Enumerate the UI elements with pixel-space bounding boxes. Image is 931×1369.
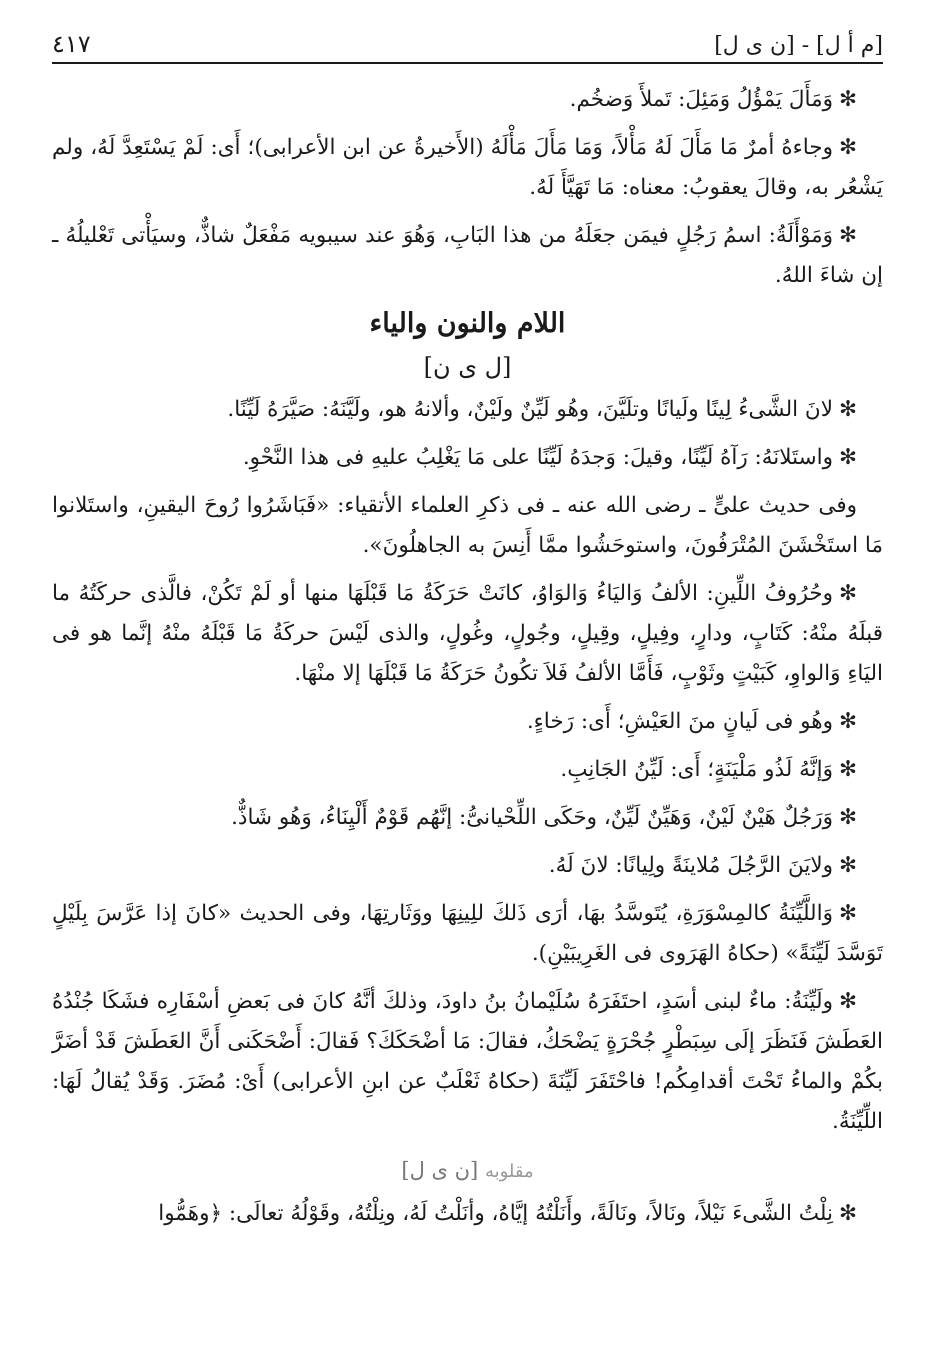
entry-text: واستَلانَهُ: رَآهُ لَيِّنًا، وقيلَ: وَجدَهُ لَيِّنًا على مَا يَغْلِبُ عليهِ فى هذا النَّحْوِ.	[242, 445, 833, 470]
star-icon: ✻	[838, 989, 857, 1014]
star-icon: ✻	[838, 581, 857, 606]
entry-paragraph	[52, 798, 883, 838]
root-heading-reversed	[52, 1152, 883, 1190]
entries-lyn	[52, 390, 883, 1142]
entries-nyl	[52, 1194, 883, 1234]
root-range-header: [م أ ل] - [ن ى ل]	[714, 33, 883, 58]
entry-text: وَمَوْأَلَةُ: اسمُ رَجُلٍ فيمَن جعَلَهُ من هذا البَابِ، وَهُوَ عند سيبويه مَفْعَلٌ شاذٌّ، وسيَأْتى تَعْليلُهُ ـ إن شاءَ اللهُ.	[52, 223, 883, 288]
root-heading: [ل ى ن]	[423, 353, 512, 381]
entry-text: وَإنَّهُ لَذُو مَلْيَنَةٍ؛ أَى: لَيِّنُ الجَانِبِ.	[560, 757, 833, 782]
entry-paragraph	[52, 1194, 883, 1234]
star-icon: ✻	[838, 805, 857, 830]
entry-text: وحُرُوفُ اللِّينِ: الألفُ وَاليَاءُ وَالوَاوُ، كانَتْ حَرَكَةُ مَا قَبْلَهَا منها أو لَمْ تَكُنْ، فالَّذى حركَتُهُ ما قبلَهُ منْهُ: كَتَابٍ، ودارٍ، وفِيلٍ، وقِيلٍ، وجُولٍ، وغُولٍ، والذى لَيْسَ حركَةُ مَا قَبْلَهُ منْهُ إنَّما هو فى اليَاءِ وَالواوِ، كَبَيْتٍ وثَوْبٍ، فَأَمَّا الألفُ فَلاَ تكُونُ حَرَكَةُ مَا قَبْلَهَا إلا منْهَا.	[52, 581, 883, 686]
star-icon: ✻	[838, 445, 857, 470]
star-icon: ✻	[838, 709, 857, 734]
star-icon: ✻	[838, 757, 857, 782]
page-header	[52, 30, 883, 58]
entry-text: وَرَجُلٌ هَيْنٌ لَيْنٌ، وَهَيِّنٌ لَيِّنٌ، وحَكَى اللِّحْيانىُّ: إنَّهُم قَوْمٌ أَلْيِنَاءُ، وَهُو شَاذٌّ.	[231, 805, 833, 830]
header-rule	[52, 62, 883, 64]
entry-paragraph	[52, 574, 883, 694]
entry-paragraph	[52, 486, 883, 566]
star-icon: ✻	[838, 397, 857, 422]
section-title: اللام والنون والياء	[369, 308, 566, 339]
entry-paragraph	[52, 128, 883, 208]
entry-text: ولايَنَ الرَّجُلَ مُلاينَةً ولِيانًا: لانَ لَهُ.	[548, 853, 833, 878]
entry-paragraph	[52, 894, 883, 974]
star-icon: ✻	[838, 1201, 857, 1226]
entry-paragraph	[52, 216, 883, 296]
entry-text: ولَيِّنَةُ: ماءٌ لبنى أسَدٍ، احتَفَرَهُ سُلَيْمانُ بنُ داودَ، وذلكَ أنَّهُ كانَ فى بَعضِ أسْفَارِه فشَكَا جُنْدُهُ العَطَشَ فَنَظَرَ إلَى سِبَطْرٍ جُحْرَةٍ يَضْحَكُ، فقالَ: مَا أضْحَكَكَ؟ فَقالَ: أَضْحَكَنى أَنَّ العَطَشَ قَدْ أضَرَّ بكُمْ والماءُ تَحْتَ أقدامِكُم! فاحْتَفَرَ لَيِّنَةَ (حكاهُ ثَعْلَبٌ عن ابنِ الأعرابى) أَىْ: مُضَرَ. وَقَدْ يُقالُ لَهَا: اللِّيِّنَةُ.	[52, 989, 883, 1134]
entry-text: وفى حديث علىٍّ ـ رضى الله عنه ـ فى ذكرِ العلماء الأتقياء: «فَبَاشَرُوا رُوحَ اليقينِ، واستَلانوا مَا استَخْشَنَ المُتْرَفُونَ، واستوحَشُوا ممَّا أَنِسَ به الجاهلُونَ».	[52, 493, 883, 558]
reversed-root: [ن ى ل]	[401, 1158, 479, 1182]
star-icon: ✻	[838, 901, 857, 926]
entry-paragraph	[52, 702, 883, 742]
entry-text: وهُو فى لَيانٍ منَ العَيْشِ؛ أَى: رَخاءٍ.	[526, 709, 833, 734]
star-icon: ✻	[838, 135, 857, 160]
entry-text: نِلْتُ الشَّىءَ نَيْلاً، ونَالاً، ونَالَةً، وأَنَلْتُهُ إيَّاهُ، وأنَلْتُ لَهُ، ونِلْتُهُ، وقَوْلُهُ تعالَى: ﴿وهَمُّوا	[158, 1201, 833, 1226]
star-icon: ✻	[838, 87, 857, 112]
entry-paragraph	[52, 846, 883, 886]
star-icon: ✻	[838, 853, 857, 878]
entry-text: لانَ الشَّىءُ لِينًا ولَيانًا وتلَيَّنَ، وهُو لَيِّنٌ ولَيْنٌ، وألانهُ هو، ولَيَّنَهُ: صَيَّرَهُ لَيِّنًا.	[227, 397, 833, 422]
entry-text: وجاءهُ أمرٌ مَا مَأَلَ لَهُ مَأْلاً، وَمَا مَأَلَ مَأْلَهُ (الأَخيرةُ عن ابن الأعرابى)؛ أَى: لَمْ يَسْتَعِدَّ لَهُ، ولم يَشْعُر به، وقالَ يعقوبُ: معناه: مَا تَهَيَّأَ لَهُ.	[52, 135, 883, 200]
entry-paragraph	[52, 390, 883, 430]
entry-paragraph	[52, 982, 883, 1142]
entry-paragraph	[52, 750, 883, 790]
reversed-label: مقلوبه	[484, 1161, 534, 1182]
entry-text: وَمَأَلَ يَمْؤُلُ وَمَئِلَ: تَملأَ وَضخُم.	[569, 87, 833, 112]
star-icon: ✻	[838, 223, 857, 248]
page-number: ٤١٧	[52, 30, 91, 58]
entry-text: وَاللَّيِّنَةُ كالمِسْوَرَةِ، يُتَوسَّدُ بهَا، أرَى ذَلكَ للِينِهَا ووَثَارتِهَا، وفى الحديث «كانَ إذا عَرَّسَ بِلَيْلٍ تَوَسَّدَ لَيِّنَةً» (حكاهُ الهَرَوى فى الغَرِيبَيْنِ).	[52, 901, 883, 966]
entry-paragraph	[52, 438, 883, 478]
entry-paragraph	[52, 80, 883, 120]
